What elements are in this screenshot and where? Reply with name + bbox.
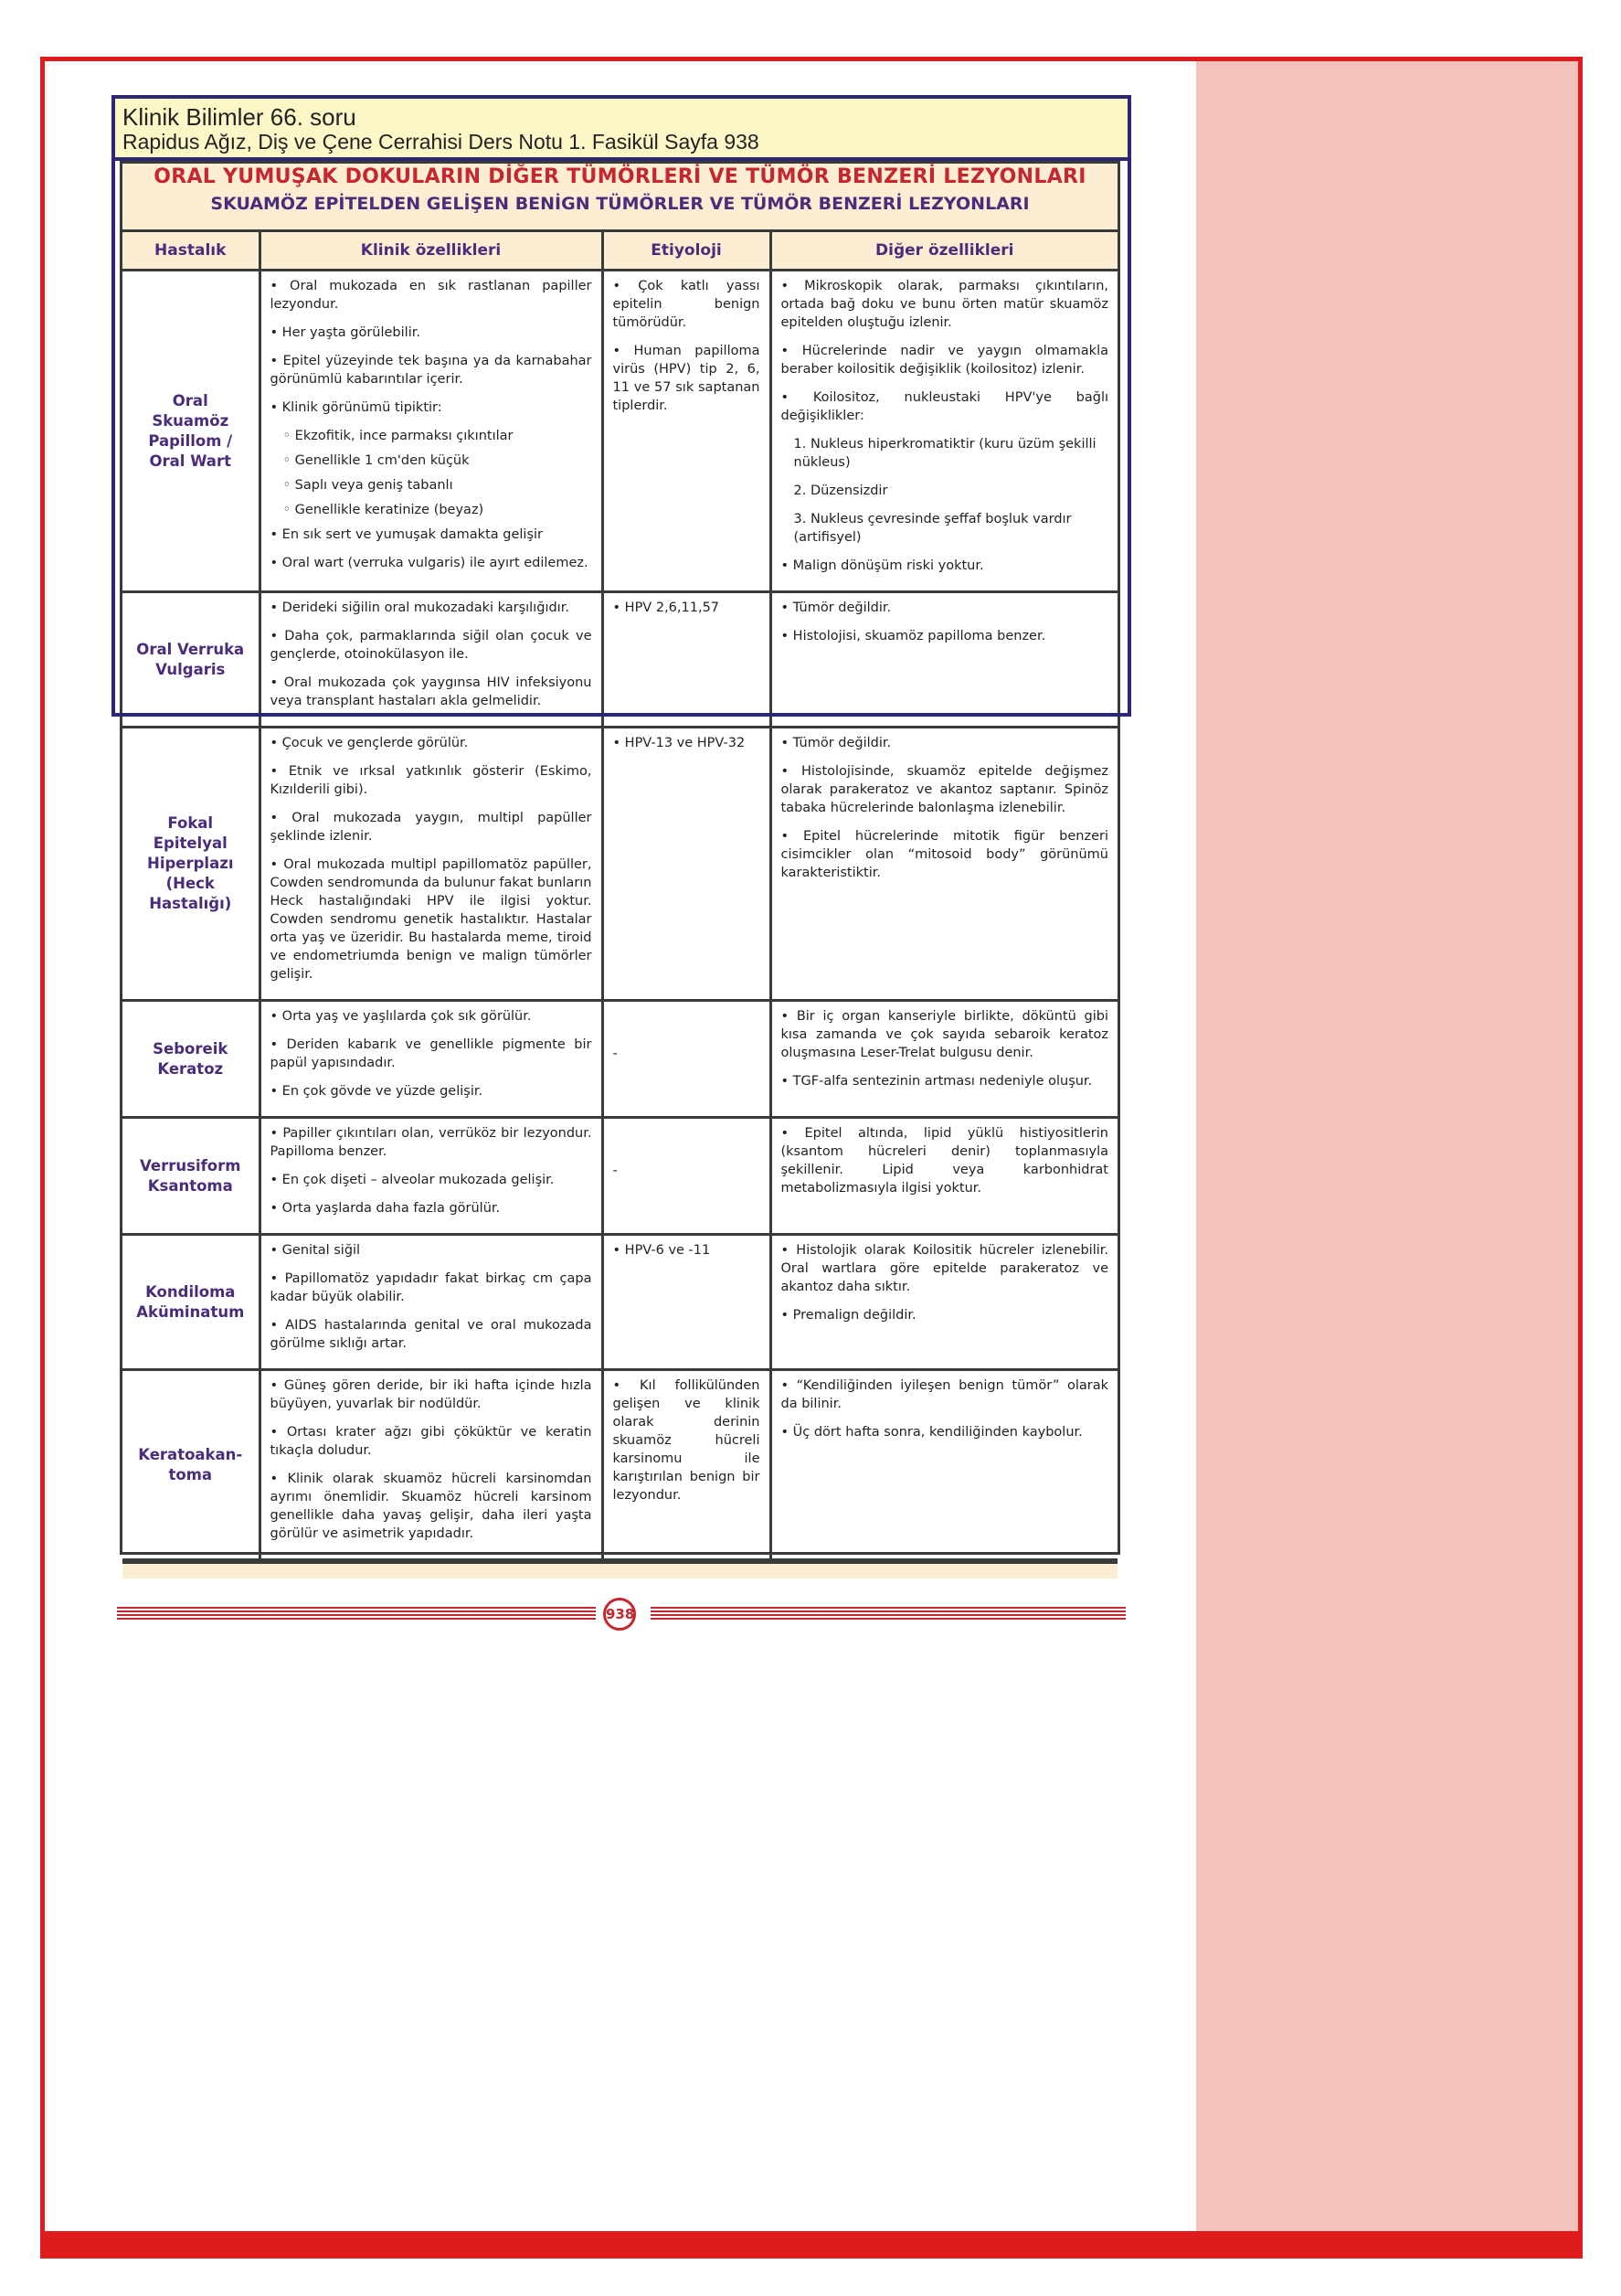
source-note: [111, 95, 1131, 161]
cell-line: • Her yaşta görülebilir.: [270, 325, 420, 340]
disease-name: Keratoakan- toma: [122, 1370, 260, 1560]
clinical-cell: [260, 271, 602, 592]
cell-line: • HPV-6 ve -11: [612, 1243, 711, 1258]
table-subtitle: SKUAMÖZ EPİTELDEN GELİŞEN BENİGN TÜMÖRLER VE TÜMÖR BENZERİ LEZYONLARI: [210, 194, 1030, 214]
cell-line: • Güneş gören deride, bir iki hafta içinde hızla büyüyen, yuvarlak bir nodüldür.: [270, 1378, 592, 1411]
cell-line: • Orta yaş ve yaşlılarda çok sık görülür.: [270, 1009, 532, 1024]
cell-line: • Üç dört hafta sonra, kendiliğinden kaybolur.: [780, 1425, 1083, 1440]
cell-line: • Epitel hücrelerinde mitotik figür benzeri cisimcikler olan “mitosoid body” görünümü karakteristiktir.: [780, 829, 1108, 880]
page-rule: [117, 1607, 596, 1620]
cell-line: • Papiller çıkıntıları olan, verrüköz bir lezyondur. Papilloma benzer.: [270, 1126, 592, 1159]
cell-line: 2. Düzensizdir: [793, 484, 888, 498]
other-cell: [770, 271, 1118, 592]
cell-line: • TGF-alfa sentezinin artması nedeniyle oluşur.: [780, 1074, 1093, 1089]
bottom-bar: [40, 2231, 1583, 2259]
cell-line: • Malign dönüşüm riski yoktur.: [780, 558, 984, 573]
cell-line: • En çok gövde ve yüzde gelişir.: [270, 1084, 483, 1099]
table-row: [122, 1370, 1118, 1560]
lesion-table: [120, 161, 1120, 1555]
cell-line: • Ortası krater ağzı gibi çöküktür ve keratin tıkaçla doludur.: [270, 1425, 592, 1458]
etiology-cell: [602, 271, 770, 592]
disease-name: Oral Skuamöz Papillom / Oral Wart: [122, 271, 260, 592]
page-number: 938: [603, 1598, 636, 1631]
cell-line: • Epitel altında, lipid yüklü histiyositlerin (ksantom hücreleri denir) toplanmasıyla şekillenir. Lipid veya karbonhidrat metabolizmasıyla ilgisi yoktur.: [780, 1126, 1108, 1196]
cell-line: • Deriden kabarık ve genellikle pigmente bir papül yapısındadır.: [270, 1037, 592, 1070]
cell-line: • Klinik görünümü tipiktir:: [270, 400, 442, 415]
source-note-reference: Rapidus Ağız, Diş ve Çene Cerrahisi Ders Notu 1. Fasikül Sayfa 938: [122, 130, 759, 154]
page-rule: [651, 1607, 1126, 1620]
cell-line: • Epitel yüzeyinde tek başına ya da karnabahar görünümlü kabarıntılar içerir.: [270, 354, 592, 387]
cell-line: • Bir iç organ kanseriyle birlikte, döküntü gibi kısa zamanda ve çok sayıda sebaroik keratoz oluşmasına Leser-Trelat bulgusu denir.: [780, 1009, 1108, 1060]
table-row: [122, 1118, 1118, 1235]
cell-line: • En sık sert ve yumuşak damakta gelişir: [270, 527, 543, 542]
cell-line: • Papillomatöz yapıdadır fakat birkaç cm çapa kadar büyük olabilir.: [270, 1271, 592, 1304]
cell-line: • Histolojisi, skuamöz papilloma benzer.: [780, 629, 1046, 643]
cell-line: • Kıl follikülünden gelişen ve klinik olarak derinin skuamöz hücreli karsinomu ile karıştırılan benign bir lezyondur.: [612, 1378, 760, 1503]
etiology-cell: [602, 1118, 770, 1235]
etiology-cell: [602, 1370, 770, 1560]
table-header-band: [122, 164, 1118, 232]
cell-line: • Orta yaşlarda daha fazla görülür.: [270, 1201, 501, 1216]
cell-line: • Klinik olarak skuamöz hücreli karsinomdan ayrımı önemlidir. Skuamöz hücreli karsinom genellikle daha yavaş gelişir, daha ileri yaşta görülür ve asimetrik yapıdadır.: [270, 1472, 592, 1541]
cell-line: • Tümör değildir.: [780, 736, 892, 750]
column-header: Diğer özellikleri: [770, 232, 1118, 271]
cell-line: • Human papilloma virüs (HPV) tip 2, 6, 11 ve 57 sık saptanan tiplerdir.: [612, 344, 760, 413]
etiology-cell: [602, 1235, 770, 1370]
cell-line: • HPV-13 ve HPV-32: [612, 736, 746, 750]
etiology-cell: [602, 728, 770, 1001]
source-note-title: Klinik Bilimler 66. soru: [122, 103, 356, 131]
clinical-cell: [260, 1235, 602, 1370]
etiology-cell: [602, 1001, 770, 1118]
clinical-cell: [260, 728, 602, 1001]
cell-line: • Histolojik olarak Koilositik hücreler izlenebilir. Oral wartlara göre epitelde parakeratoz ve akantoz daha sıktır.: [780, 1243, 1108, 1294]
other-cell: [770, 592, 1118, 728]
other-cell: [770, 1235, 1118, 1370]
cell-line: • Derideki siğilin oral mukozadaki karşılığıdır.: [270, 601, 569, 615]
cell-line: • “Kendiliğinden iyileşen benign tümör” olarak da bilinir.: [780, 1378, 1108, 1411]
clinical-cell: [260, 592, 602, 728]
clinical-cell: [260, 1370, 602, 1560]
table-title: ORAL YUMUŞAK DOKULARIN DİĞER TÜMÖRLERİ VE TÜMÖR BENZERİ LEZYONLARI: [154, 165, 1086, 188]
cell-line: • Tümör değildir.: [780, 601, 892, 615]
side-panel: [1196, 61, 1578, 2232]
table-row: [122, 271, 1118, 592]
other-cell: [770, 728, 1118, 1001]
etiology-cell: [602, 592, 770, 728]
column-header: Etiyoloji: [602, 232, 770, 271]
column-header: Hastalık: [122, 232, 260, 271]
disease-name: Kondiloma Aküminatum: [122, 1235, 260, 1370]
cell-line: -: [612, 1047, 618, 1061]
cell-line: • Çocuk ve gençlerde görülür.: [270, 736, 469, 750]
cell-line: • Oral mukozada çok yaygınsa HIV infeksiyonu veya transplant hastaları akla gelmelidir.: [270, 675, 592, 708]
cell-line: • Histolojisinde, skuamöz epitelde değişmez olarak parakeratoz ve akantoz saptanır. Spinöz tabaka hücrelerinde balonlaşma izlenebilir.: [780, 764, 1108, 815]
cell-line: • Mikroskopik olarak, parmaksı çıkıntıların, ortada bağ doku ve bunu örten matür skuamöz epitelden oluştuğu izlenir.: [780, 279, 1108, 330]
table-footer-band: [122, 1561, 1118, 1578]
clinical-cell: [260, 1118, 602, 1235]
cell-line: • HPV 2,6,11,57: [612, 601, 720, 615]
table-body: [122, 271, 1118, 1560]
cell-line: • Etnik ve ırksal yatkınlık gösterir (Eskimo, Kızılderili gibi).: [270, 764, 592, 797]
cell-line: • Oral mukozada en sık rastlanan papiller lezyondur.: [270, 279, 592, 312]
disease-name: Verrusiform Ksantoma: [122, 1118, 260, 1235]
other-cell: [770, 1001, 1118, 1118]
table-row: [122, 592, 1118, 728]
cell-line: • Oral mukozada yaygın, multipl papüller şeklinde izlenir.: [270, 811, 592, 844]
other-cell: [770, 1370, 1118, 1560]
cell-line: • Premalign değildir.: [780, 1308, 916, 1323]
column-header: Klinik özellikleri: [260, 232, 602, 271]
other-cell: [770, 1118, 1118, 1235]
table-row: [122, 728, 1118, 1001]
disease-name: Oral Verruka Vulgaris: [122, 592, 260, 728]
cell-line: • Daha çok, parmaklarında siğil olan çocuk ve gençlerde, otoinokülasyon ile.: [270, 629, 592, 662]
cell-line: ◦ Ekzofitik, ince parmaksı çıkıntılar: [282, 429, 514, 443]
cell-line: 3. Nukleus çevresinde şeffaf boşluk vardır (artifisyel): [793, 512, 1072, 545]
table-header-row: [122, 232, 1118, 271]
cell-line: • Koilositoz, nukleustaki HPV'ye bağlı değişiklikler:: [780, 390, 1108, 423]
cell-line: ◦ Genellikle 1 cm'den küçük: [282, 453, 470, 468]
table-grid: [122, 232, 1118, 1561]
table-row: [122, 1235, 1118, 1370]
cell-line: -: [612, 1164, 618, 1178]
cell-line: 1. Nukleus hiperkromatiktir (kuru üzüm şekilli nükleus): [793, 437, 1097, 470]
cell-line: • Hücrelerinde nadir ve yaygın olmamakla beraber koilositik değişiklik (koilositoz) izlenir.: [780, 344, 1108, 377]
cell-line: • AIDS hastalarında genital ve oral mukozada görülme sıklığı artar.: [270, 1318, 592, 1351]
cell-line: • En çok dişeti – alveolar mukozada gelişir.: [270, 1173, 555, 1187]
cell-line: ◦ Saplı veya geniş tabanlı: [282, 478, 453, 493]
cell-line: • Genital siğil: [270, 1243, 361, 1258]
table-row: [122, 1001, 1118, 1118]
disease-name: Seboreik Keratoz: [122, 1001, 260, 1118]
cell-line: • Oral mukozada multipl papillomatöz papüller, Cowden sendromunda da bulunur fakat bunların Heck hastalığındaki HPV ile ilgisi yoktur. Cowden sendromu genetik hastalıktır. Hastalar orta yaş ve üzeridir. Bu hastalarda meme, tiroid ve endometriumda benign ve malign tümörler gelişir.: [270, 857, 592, 982]
clinical-cell: [260, 1001, 602, 1118]
cell-line: • Çok katlı yassı epitelin benign tümörüdür.: [612, 279, 760, 330]
disease-name: Fokal Epitelyal Hiperplazı (Heck Hastalığı): [122, 728, 260, 1001]
cell-line: ◦ Genellikle keratinize (beyaz): [282, 503, 484, 517]
cell-line: • Oral wart (verruka vulgaris) ile ayırt edilemez.: [270, 556, 588, 570]
